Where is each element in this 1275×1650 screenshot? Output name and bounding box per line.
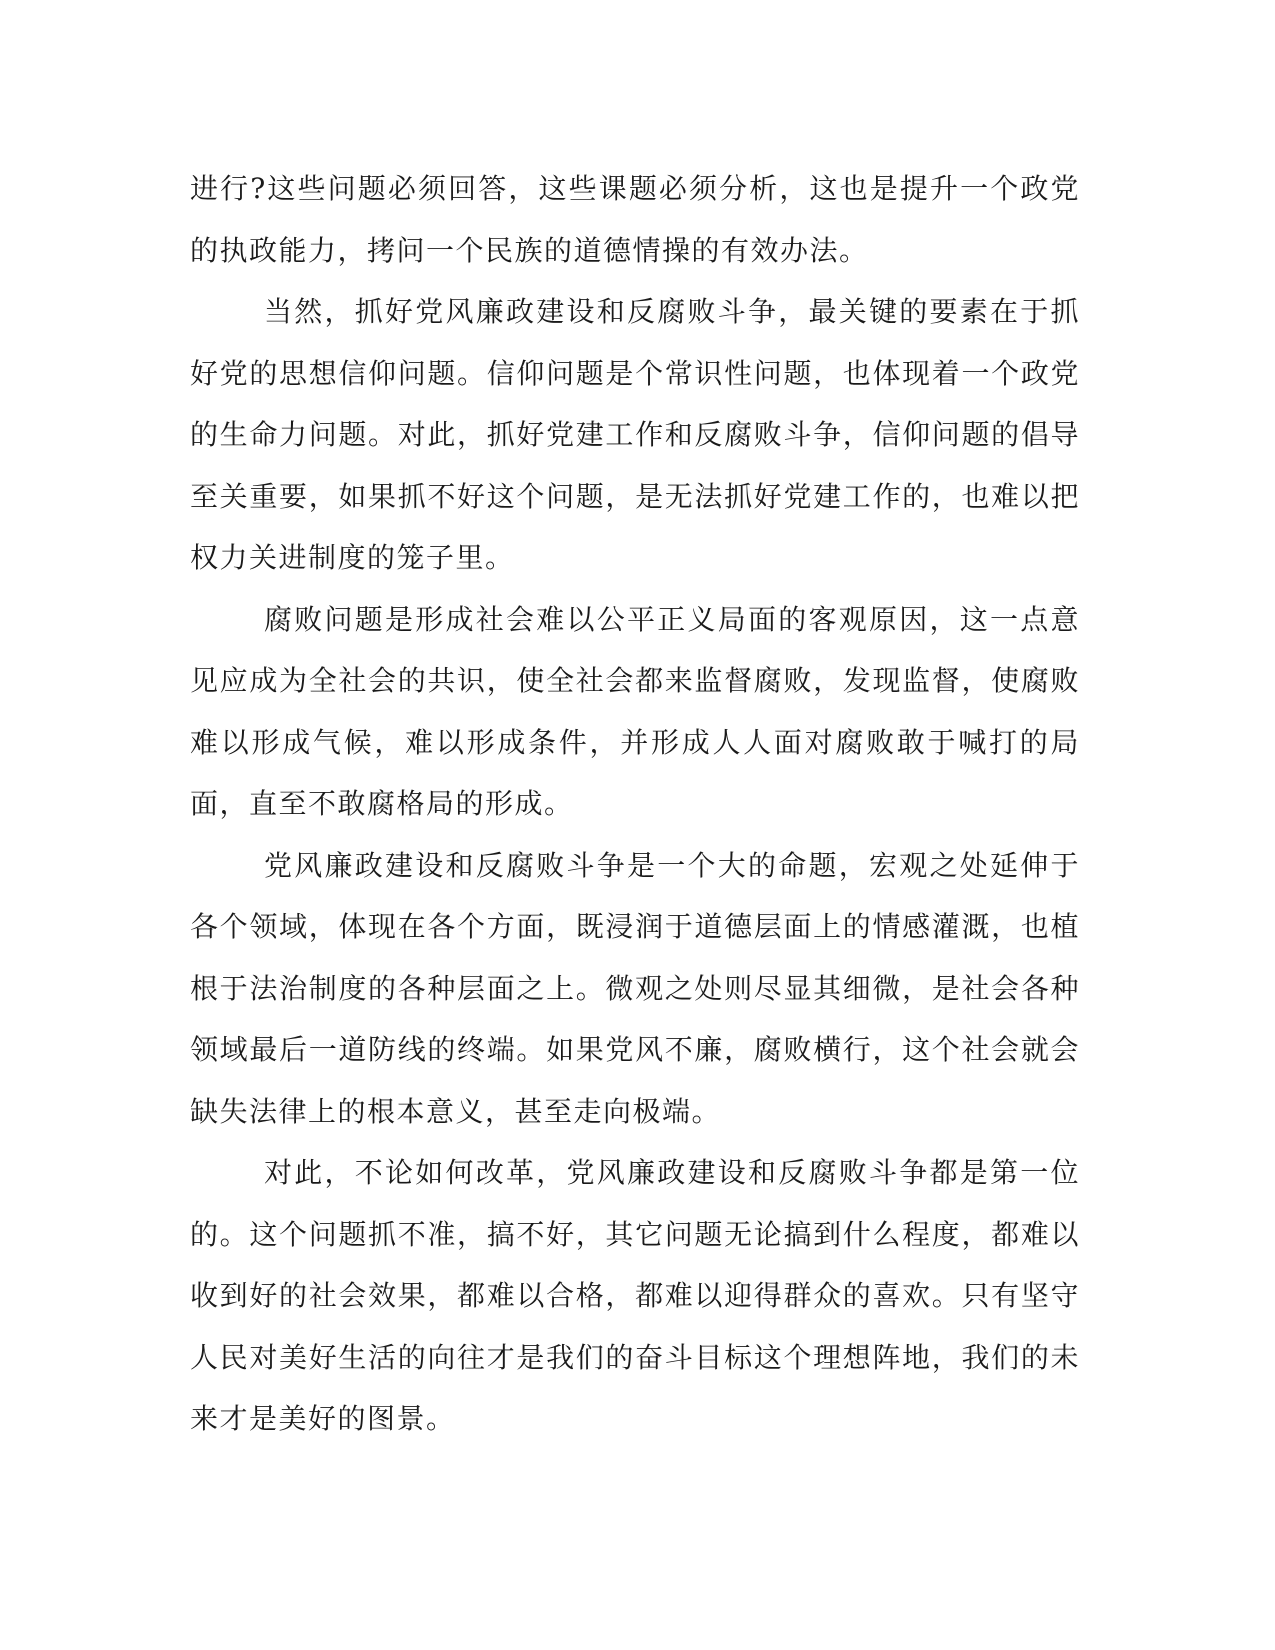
paragraph-5: 对此，不论如何改革，党风廉政建设和反腐败斗争都是第一位的。这个问题抓不准，搞不好，其它问题无论搞到什么程度，都难以收到好的社会效果，都难以合格，都难以迎得群众的喜欢。只有坚守人民对美好生活的向往才是我们的奋斗目标这个理想阵地，我们的未来才是美好的图景。 xyxy=(190,1156,1080,1435)
paragraph-2: 当然，抓好党风廉政建设和反腐败斗争，最关键的要素在于抓好党的思想信仰问题。信仰问题是个常识性问题，也体现着一个政党的生命力问题。对此，抓好党建工作和反腐败斗争，信仰问题的倡导至关重要，如果抓不好这个问题，是无法抓好党建工作的，也难以把权力关进制度的笼子里。 xyxy=(190,295,1080,574)
paragraph-1: 进行?这些问题必须回答，这些课题必须分析，这也是提升一个政党的执政能力，拷问一个民族的道德情操的有效办法。 xyxy=(190,172,1080,267)
body-text xyxy=(190,158,1080,1450)
paragraph-4: 党风廉政建设和反腐败斗争是一个大的命题，宏观之处延伸于各个领域，体现在各个方面，既浸润于道德层面上的情感灌溉，也植根于法治制度的各种层面之上。微观之处则尽显其细微，是社会各种领域最后一道防线的终端。如果党风不廉，腐败横行，这个社会就会缺失法律上的根本意义，甚至走向极端。 xyxy=(190,848,1080,1128)
paragraph-3: 腐败问题是形成社会难以公平正义局面的客观原因，这一点意见应成为全社会的共识，使全社会都来监督腐败，发现监督，使腐败难以形成气候，难以形成条件，并形成人人面对腐败敢于喊打的局面，直至不敢腐格局的形成。 xyxy=(190,602,1080,820)
